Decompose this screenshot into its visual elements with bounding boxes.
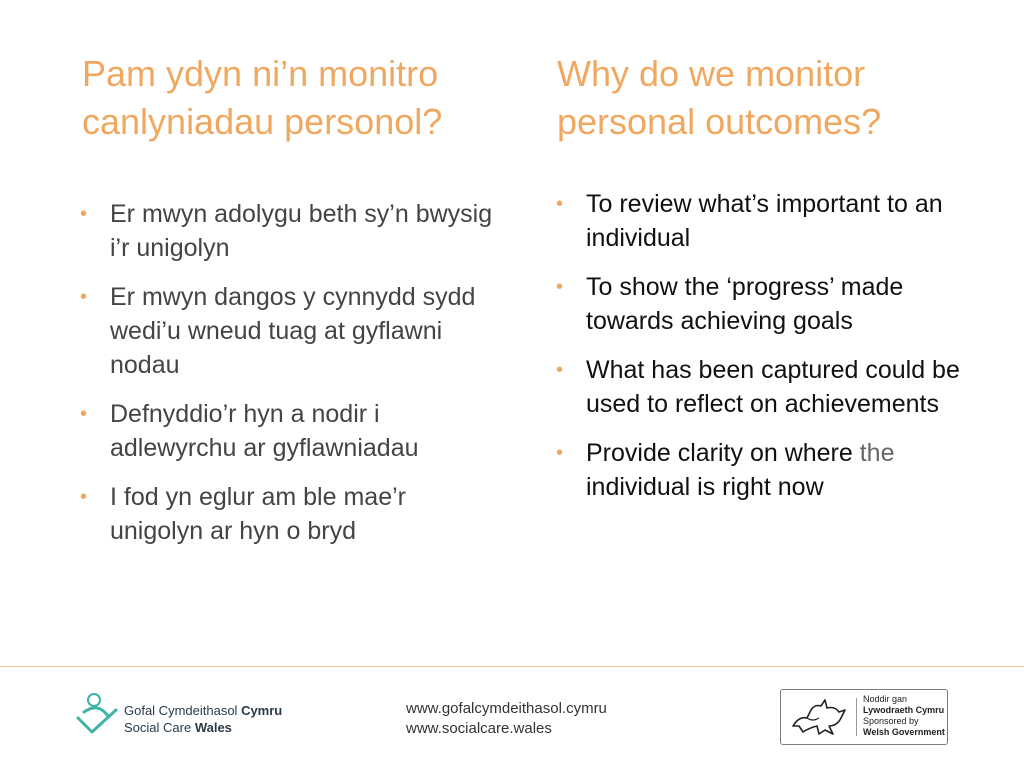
bullet-text: Er mwyn adolygu beth sy’n bwysig i’r unigolyn — [110, 200, 493, 262]
bullet-text — [586, 439, 895, 501]
list-item — [80, 280, 500, 382]
sponsor-line-2: Lywodraeth Cymru — [863, 705, 945, 715]
list-item — [80, 480, 500, 548]
logo-line-1 — [124, 702, 282, 719]
footer-divider — [0, 666, 1024, 667]
sponsor-text — [863, 694, 945, 738]
bullet-text: What has been captured could be used to reflect on achievements — [586, 356, 960, 418]
english-bullet-list — [556, 187, 976, 519]
list-item — [80, 197, 500, 265]
list-item — [556, 436, 976, 504]
welsh-dragon-icon — [789, 696, 849, 738]
bullet-dot-icon: • — [556, 276, 564, 298]
bullet-dot-icon: • — [556, 193, 564, 215]
sponsor-line-3: Sponsored by — [863, 716, 919, 726]
bullet-dot-icon: • — [80, 403, 88, 425]
logo-wordmark — [124, 702, 282, 736]
bullet-dot-icon: • — [80, 203, 88, 225]
english-heading: Why do we monitor personal outcomes? — [557, 53, 882, 142]
logo-text-regular: Social Care — [124, 720, 195, 735]
bullet-text: To show the ‘progress’ made towards achieving goals — [586, 273, 904, 335]
bullet-text-part: individual is right now — [586, 473, 824, 501]
welsh-bullet-list — [80, 197, 500, 563]
url-welsh[interactable]: www.gofalcymdeithasol.cymru — [406, 700, 607, 717]
bullet-text-part: the — [859, 439, 895, 467]
list-item — [80, 397, 500, 465]
bullet-text-part: Provide clarity on where — [586, 439, 860, 467]
bullet-dot-icon: • — [556, 359, 564, 381]
bullet-dot-icon: • — [80, 286, 88, 308]
bullet-dot-icon: • — [556, 442, 564, 464]
logo-text-bold: Wales — [194, 720, 232, 735]
list-item — [556, 270, 976, 338]
bullet-text: To review what’s important to an individual — [586, 190, 943, 252]
badge-separator — [856, 698, 857, 736]
logo-text-bold: Cymru — [241, 703, 283, 718]
sponsor-line-4: Welsh Government — [863, 727, 945, 737]
list-item — [556, 353, 976, 421]
social-care-wales-logo-icon — [74, 692, 120, 738]
bullet-text: I fod yn eglur am ble mae’r unigolyn ar hyn o bryd — [110, 483, 406, 545]
bullet-text: Defnyddio’r hyn a nodir i adlewyrchu ar gyflawniadau — [110, 400, 419, 462]
logo-line-2 — [124, 719, 282, 736]
welsh-government-sponsor-badge — [780, 689, 948, 745]
bullet-dot-icon: • — [80, 486, 88, 508]
social-care-wales-logo — [74, 692, 294, 742]
welsh-heading: Pam ydyn ni’n monitro canlyniadau personol? — [82, 53, 443, 142]
list-item — [556, 187, 976, 255]
footer-urls — [406, 699, 607, 739]
url-english[interactable]: www.socialcare.wales — [406, 720, 552, 737]
bullet-text: Er mwyn dangos y cynnydd sydd wedi’u wneud tuag at gyflawni nodau — [110, 283, 476, 379]
logo-text-regular: Gofal Cymdeithasol — [124, 703, 242, 718]
sponsor-line-1: Noddir gan — [863, 694, 908, 704]
